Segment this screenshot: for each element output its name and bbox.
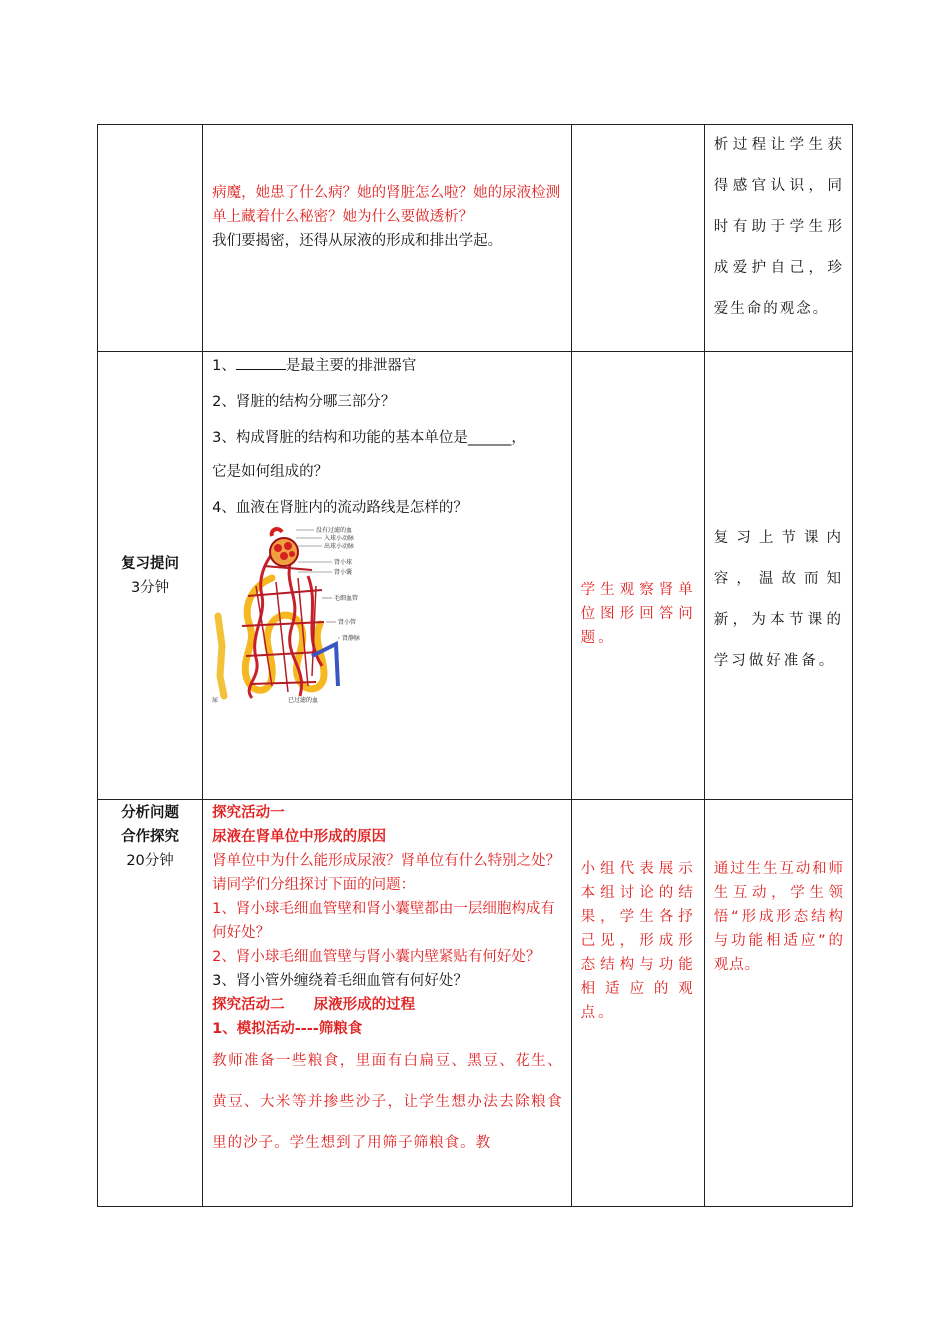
discussion-item: 3、肾小管外缠绕着毛细血管有何好处？: [212, 973, 468, 989]
design-intent-text: 复习上节课内容，温故而知新，为本节课的学习做好准备。: [713, 529, 844, 669]
intent-cell: [704, 800, 852, 1207]
stage-time: 3分钟: [130, 579, 170, 596]
label-renal-capsule: 肾小囊: [334, 569, 353, 576]
nephron-diagram: [212, 526, 392, 704]
intent-cell: [704, 125, 852, 352]
content-cell: [203, 800, 571, 1207]
stage-cell: [98, 352, 203, 800]
content-cell: [203, 125, 571, 352]
question-4: 4、血液在肾脏内的流动路线是怎样的？: [212, 500, 468, 516]
label-filtered-blood: 已过滤的血: [288, 697, 319, 704]
student-activity-cell: [571, 125, 704, 352]
question-3: 3、构成肾脏的结构和功能的基本单位是______，: [212, 430, 526, 446]
table-row: [98, 800, 853, 1207]
activity-1-prompt: 请同学们分组探讨下面的问题：: [212, 877, 416, 893]
stage-time: 20分钟: [126, 853, 174, 869]
label-efferent-arteriole: 出球小动脉: [324, 543, 355, 550]
stage-cell: [98, 125, 203, 352]
label-capillaries: 毛细血管: [334, 595, 359, 602]
label-glomerulus: 肾小球: [334, 559, 353, 566]
design-intent-text: 通过生生互动和师生互动，学生领悟“形成形态结构与功能相适应”的观点。: [713, 861, 844, 973]
stage-title: 复习提问: [121, 555, 180, 572]
label-renal-tubule: 肾小管: [338, 619, 357, 626]
label-urine: 尿: [212, 697, 219, 704]
activity-2-text: 教师准备一些粮食，里面有白扁豆、黑豆、花生、黄豆、大米等并掺些沙子，让学生想办法去除粮食里的沙子。学生想到了用筛子筛粮食。教: [212, 1053, 563, 1151]
student-activity-text: 小组代表展示本组讨论的结果，学生各抒己见，形成形态结构与功能相适应的观点。: [580, 861, 696, 1021]
stage-title-line2: 合作探究: [121, 829, 180, 845]
activity-1-title: 探究活动一: [212, 805, 285, 821]
student-activity-cell: [571, 800, 704, 1207]
intro-statement: 我们要揭密，还得从尿液的形成和排出学起。: [212, 233, 503, 249]
question-1-blank: [236, 355, 286, 370]
student-activity-text: 学生观察肾单位图形回答问题。: [580, 581, 696, 646]
design-intent-text: 析过程让学生获得感官认识，同时有助于学生形成爱护自己，珍爱生命的观念。: [713, 137, 844, 317]
lesson-plan-table: [97, 124, 853, 1207]
question-1-text: 是最主要的排泄器官: [285, 358, 417, 374]
label-unfiltered-blood: 没有过滤的血: [316, 527, 353, 534]
question-3-continued: 它是如何组成的？: [212, 464, 329, 480]
discussion-item: 2、肾小球毛细血管壁与肾小囊内壁紧贴有何好处？: [212, 949, 541, 965]
stage-cell: [98, 800, 203, 1207]
question-1-prefix: 1、: [212, 358, 236, 374]
content-cell: [203, 352, 571, 800]
label-afferent-arteriole: 入球小动脉: [324, 535, 355, 542]
activity-1-question: 肾单位中为什么能形成尿液？肾单位有什么特别之处？: [212, 853, 561, 869]
stage-title-line1: 分析问题: [121, 805, 180, 821]
student-activity-cell: [571, 352, 704, 800]
question-2: 2、肾脏的结构分哪三部分？: [212, 394, 396, 410]
label-renal-vein: 肾静脉: [342, 635, 361, 642]
activity-2-title: 探究活动二 尿液形成的过程: [212, 997, 416, 1013]
intent-cell: [704, 352, 852, 800]
intro-questions: 病魔，她患了什么病？她的肾脏怎么啦？她的尿液检测单上藏着什么秘密？她为什么要做透析？: [212, 185, 561, 225]
discussion-item: 1、肾小球毛细血管壁和肾小囊壁都由一层细胞构成有何好处？: [212, 901, 555, 941]
activity-1-subtitle: 尿液在肾单位中形成的原因: [212, 829, 387, 845]
activity-2-subtitle: 1、模拟活动----筛粮食: [212, 1021, 363, 1037]
table-row: [98, 125, 853, 352]
table-row: [98, 352, 853, 800]
